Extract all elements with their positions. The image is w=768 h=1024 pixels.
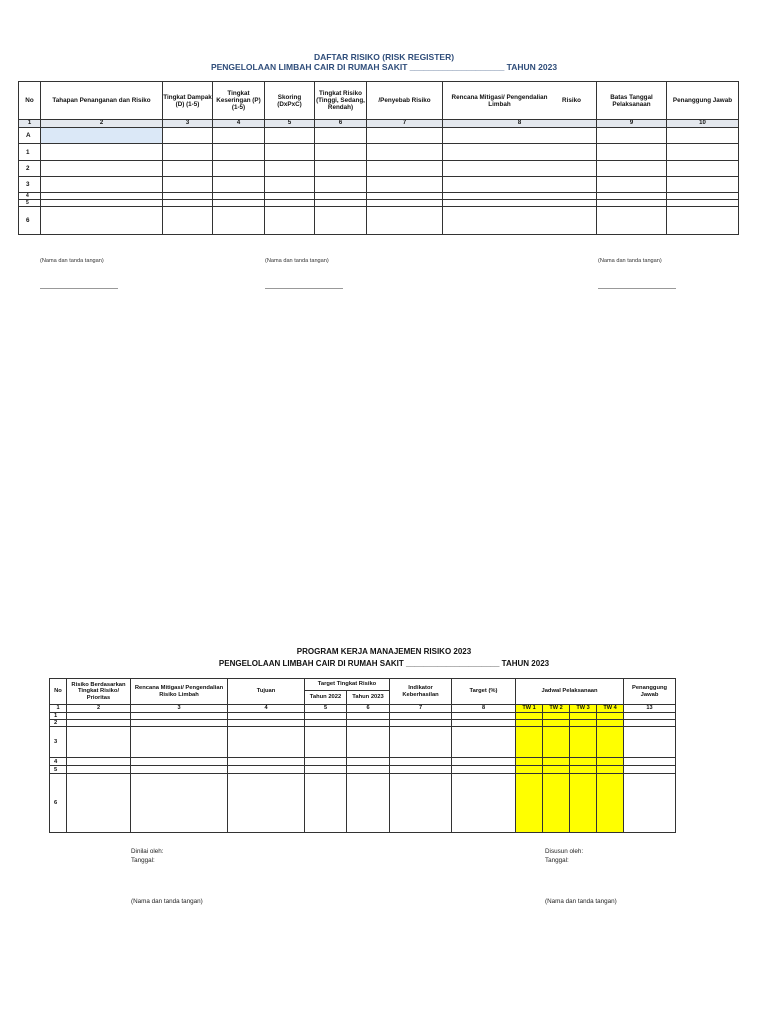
schedule-cell[interactable] (597, 713, 624, 720)
table-cell[interactable] (443, 207, 597, 235)
table-cell[interactable] (305, 766, 347, 774)
table-row (19, 193, 739, 200)
schedule-cell[interactable] (597, 774, 624, 833)
col-penyebab: /Penyebab Risiko (367, 82, 443, 120)
col-number: 5 (305, 705, 347, 713)
table-cell[interactable] (452, 766, 516, 774)
table-cell[interactable] (41, 193, 163, 200)
col-batas: Batas Tanggal Pelaksanaan (597, 82, 667, 120)
col-number: 5 (265, 120, 315, 128)
table-cell[interactable] (367, 193, 443, 200)
col-no: No (50, 679, 67, 705)
table-cell[interactable] (265, 207, 315, 235)
table-cell[interactable] (667, 161, 739, 177)
table-cell[interactable] (228, 727, 305, 758)
schedule-cell[interactable] (597, 766, 624, 774)
table-cell[interactable] (265, 193, 315, 200)
table-cell[interactable] (41, 177, 163, 193)
col-risiko: Risiko Berdasarkan Tingkat Risiko/ Prioritas (67, 679, 131, 705)
col-tujuan: Tujuan (228, 679, 305, 705)
schedule-cell[interactable] (543, 758, 570, 766)
table-cell[interactable] (213, 144, 265, 161)
table-cell[interactable] (624, 727, 676, 758)
schedule-cell[interactable] (516, 713, 543, 720)
disusun-label: Disusun oleh: (545, 848, 584, 855)
table-cell[interactable] (347, 727, 390, 758)
table-cell[interactable] (443, 193, 597, 200)
table-cell[interactable] (315, 128, 367, 144)
col-pj: Penanggung Jawab (624, 679, 676, 705)
table-cell[interactable] (213, 207, 265, 235)
table-cell[interactable] (228, 713, 305, 720)
signature-line (598, 288, 676, 289)
col-tahun-2022: Tahun 2022 (305, 691, 347, 705)
table-cell[interactable] (367, 144, 443, 161)
table-cell[interactable] (452, 727, 516, 758)
col-number: 3 (163, 120, 213, 128)
col-indikator: Indikator Keberhasilan (390, 679, 452, 705)
row-number: 2 (50, 720, 67, 727)
table-cell[interactable] (667, 128, 739, 144)
row-number: 5 (19, 200, 41, 207)
col-target-pct: Target (%) (452, 679, 516, 705)
col-tw-4: TW 4 (597, 705, 624, 713)
signature-note: (Nama dan tanda tangan) (131, 898, 203, 905)
table-cell[interactable] (443, 177, 597, 193)
row-number: 1 (19, 144, 41, 161)
table-cell[interactable] (67, 727, 131, 758)
col-tw-3: TW 3 (570, 705, 597, 713)
col-tingkat: Tingkat Risiko (Tinggi, Sedang, Rendah) (315, 82, 367, 120)
register-header-row (19, 82, 739, 120)
col-rencana-label: Rencana Mitigasi/ Pengendalian Limbah (451, 93, 548, 108)
table-cell[interactable] (228, 758, 305, 766)
table-cell[interactable] (443, 144, 597, 161)
table-cell[interactable] (390, 774, 452, 833)
table-cell[interactable] (667, 207, 739, 235)
schedule-cell[interactable] (570, 727, 597, 758)
row-number: A (19, 128, 41, 144)
schedule-cell[interactable] (516, 727, 543, 758)
table-cell[interactable] (213, 161, 265, 177)
schedule-cell[interactable] (516, 766, 543, 774)
col-number: 7 (367, 120, 443, 128)
schedule-cell[interactable] (543, 766, 570, 774)
table-cell[interactable] (305, 774, 347, 833)
col-number: 1 (19, 120, 41, 128)
col-number: 8 (452, 705, 516, 713)
table-cell[interactable] (315, 177, 367, 193)
table-row (50, 727, 676, 758)
table-cell[interactable] (163, 193, 213, 200)
table-cell[interactable] (597, 193, 667, 200)
col-dampak: Tingkat Dampak (D) (1-5) (163, 82, 213, 120)
schedule-cell[interactable] (597, 758, 624, 766)
table-cell[interactable] (163, 207, 213, 235)
risk-register-table (18, 81, 739, 235)
table-cell[interactable] (667, 144, 739, 161)
schedule-cell[interactable] (516, 720, 543, 727)
table-cell[interactable] (347, 713, 390, 720)
col-rencana: Rencana Mitigasi/ Pengendalian Risiko Limbah (131, 679, 228, 705)
table-cell[interactable] (265, 144, 315, 161)
table-cell[interactable] (213, 128, 265, 144)
col-skoring: Skoring (DxPxC) (265, 82, 315, 120)
table-cell[interactable] (597, 207, 667, 235)
table-row (19, 161, 739, 177)
col-number: 1 (50, 705, 67, 713)
table-cell[interactable] (131, 727, 228, 758)
table-row (50, 720, 676, 727)
col-number: 6 (315, 120, 367, 128)
schedule-cell[interactable] (516, 774, 543, 833)
table-cell[interactable] (367, 128, 443, 144)
table-cell[interactable] (624, 758, 676, 766)
row-number: 3 (50, 727, 67, 758)
table-row (19, 128, 739, 144)
table-cell[interactable] (347, 774, 390, 833)
schedule-cell[interactable] (543, 720, 570, 727)
signature-note: (Nama dan tanda tangan) (265, 258, 329, 264)
table-cell[interactable] (67, 766, 131, 774)
table-cell[interactable] (624, 713, 676, 720)
table-cell[interactable] (390, 727, 452, 758)
signature-note: (Nama dan tanda tangan) (40, 258, 104, 264)
table-cell[interactable] (667, 177, 739, 193)
table-cell[interactable] (315, 207, 367, 235)
table-row (19, 200, 739, 207)
col-tahun-2023: Tahun 2023 (347, 691, 390, 705)
table-cell[interactable] (228, 720, 305, 727)
col-number: 4 (213, 120, 265, 128)
register-title: DAFTAR RISIKO (RISK REGISTER) (313, 52, 455, 62)
col-number: 3 (131, 705, 228, 713)
col-number: 6 (347, 705, 390, 713)
col-jadwal: Jadwal Pelaksanaan (516, 679, 624, 705)
table-cell[interactable] (315, 193, 367, 200)
table-cell[interactable] (667, 193, 739, 200)
col-target-tingkat: Target Tingkat Risiko (305, 679, 390, 691)
table-cell[interactable] (597, 128, 667, 144)
table-row (50, 774, 676, 833)
col-number: 2 (67, 705, 131, 713)
program-subtitle: PENGELOLAAN LIMBAH CAIR DI RUMAH SAKIT _____________________ TAHUN 2023 (218, 659, 550, 668)
table-cell[interactable] (265, 128, 315, 144)
table-cell[interactable] (163, 144, 213, 161)
col-rencana (443, 82, 597, 120)
dinilai-label: Dinilai oleh: (131, 848, 164, 855)
table-cell[interactable] (624, 774, 676, 833)
program-header-row (50, 679, 676, 691)
col-keseringan: Tingkat Keseringan (P) (1-5) (213, 82, 265, 120)
table-cell[interactable] (131, 774, 228, 833)
table-cell[interactable] (228, 774, 305, 833)
signature-note: (Nama dan tanda tangan) (545, 898, 617, 905)
signature-line (265, 288, 343, 289)
table-cell[interactable] (305, 758, 347, 766)
signature-line (40, 288, 118, 289)
table-cell[interactable] (41, 161, 163, 177)
table-cell[interactable] (390, 720, 452, 727)
table-cell[interactable] (367, 177, 443, 193)
schedule-cell[interactable] (597, 727, 624, 758)
table-cell[interactable] (305, 727, 347, 758)
row-number: 4 (19, 193, 41, 200)
table-cell[interactable] (452, 758, 516, 766)
table-cell[interactable] (67, 713, 131, 720)
table-cell[interactable] (213, 193, 265, 200)
program-number-row (50, 705, 676, 713)
col-number: 7 (390, 705, 452, 713)
table-cell[interactable] (367, 207, 443, 235)
col-number: 2 (41, 120, 163, 128)
table-cell[interactable] (131, 766, 228, 774)
table-cell[interactable] (597, 144, 667, 161)
table-cell[interactable] (163, 128, 213, 144)
program-title: PROGRAM KERJA MANAJEMEN RISIKO 2023 (296, 647, 472, 656)
table-cell[interactable] (265, 161, 315, 177)
table-cell[interactable] (390, 766, 452, 774)
table-cell[interactable] (213, 200, 265, 207)
table-cell[interactable] (265, 200, 315, 207)
table-row (50, 758, 676, 766)
row-number: 5 (50, 766, 67, 774)
schedule-cell[interactable] (543, 774, 570, 833)
row-number: 6 (50, 774, 67, 833)
table-row (19, 177, 739, 193)
table-cell[interactable] (624, 720, 676, 727)
table-cell[interactable] (41, 207, 163, 235)
table-cell[interactable] (265, 177, 315, 193)
schedule-cell[interactable] (597, 720, 624, 727)
table-row (50, 766, 676, 774)
table-cell[interactable] (41, 128, 163, 144)
schedule-cell[interactable] (570, 758, 597, 766)
table-row (50, 713, 676, 720)
table-cell[interactable] (305, 713, 347, 720)
col-number: 8 (443, 120, 597, 128)
table-cell[interactable] (131, 720, 228, 727)
tanggal-label: Tanggal: (131, 857, 155, 864)
schedule-cell[interactable] (570, 774, 597, 833)
schedule-cell[interactable] (570, 766, 597, 774)
table-cell[interactable] (305, 720, 347, 727)
row-number: 4 (50, 758, 67, 766)
table-cell[interactable] (347, 766, 390, 774)
schedule-cell[interactable] (543, 713, 570, 720)
tanggal-label: Tanggal: (545, 857, 569, 864)
table-cell[interactable] (315, 200, 367, 207)
table-cell[interactable] (452, 713, 516, 720)
table-cell[interactable] (163, 200, 213, 207)
program-table (49, 678, 676, 833)
table-cell[interactable] (131, 713, 228, 720)
table-cell[interactable] (443, 128, 597, 144)
schedule-cell[interactable] (543, 727, 570, 758)
table-cell[interactable] (347, 720, 390, 727)
table-row (19, 207, 739, 235)
table-cell[interactable] (367, 161, 443, 177)
table-cell[interactable] (41, 200, 163, 207)
table-cell[interactable] (67, 774, 131, 833)
table-cell[interactable] (390, 713, 452, 720)
register-number-row (19, 120, 739, 128)
table-cell[interactable] (228, 766, 305, 774)
table-cell[interactable] (41, 144, 163, 161)
col-number: 10 (667, 120, 739, 128)
col-tahapan: Tahapan Penanganan dan Risiko (41, 82, 163, 120)
row-number: 6 (19, 207, 41, 235)
table-cell[interactable] (597, 161, 667, 177)
col-pj: Penanggung Jawab (667, 82, 739, 120)
schedule-cell[interactable] (570, 713, 597, 720)
table-cell[interactable] (667, 200, 739, 207)
table-row (19, 144, 739, 161)
col-number: 13 (624, 705, 676, 713)
row-number: 2 (19, 161, 41, 177)
table-cell[interactable] (315, 144, 367, 161)
table-cell[interactable] (597, 200, 667, 207)
table-cell[interactable] (452, 774, 516, 833)
table-cell[interactable] (213, 177, 265, 193)
row-number: 1 (50, 713, 67, 720)
table-cell[interactable] (367, 200, 443, 207)
table-cell[interactable] (67, 758, 131, 766)
table-cell[interactable] (597, 177, 667, 193)
table-cell[interactable] (452, 720, 516, 727)
col-no: No (19, 82, 41, 120)
table-cell[interactable] (163, 161, 213, 177)
table-cell[interactable] (163, 177, 213, 193)
table-cell[interactable] (443, 200, 597, 207)
signature-note: (Nama dan tanda tangan) (598, 258, 662, 264)
schedule-cell[interactable] (516, 758, 543, 766)
table-cell[interactable] (131, 758, 228, 766)
col-risiko-label: Risiko (562, 97, 581, 104)
col-tw-2: TW 2 (543, 705, 570, 713)
col-number: 9 (597, 120, 667, 128)
table-cell[interactable] (443, 161, 597, 177)
register-subtitle: PENGELOLAAN LIMBAH CAIR DI RUMAH SAKIT ____________________ TAHUN 2023 (210, 62, 558, 72)
table-cell[interactable] (67, 720, 131, 727)
table-cell[interactable] (624, 766, 676, 774)
schedule-cell[interactable] (570, 720, 597, 727)
table-cell[interactable] (390, 758, 452, 766)
table-cell[interactable] (347, 758, 390, 766)
col-tw-1: TW 1 (516, 705, 543, 713)
row-number: 3 (19, 177, 41, 193)
table-cell[interactable] (315, 161, 367, 177)
col-number: 4 (228, 705, 305, 713)
